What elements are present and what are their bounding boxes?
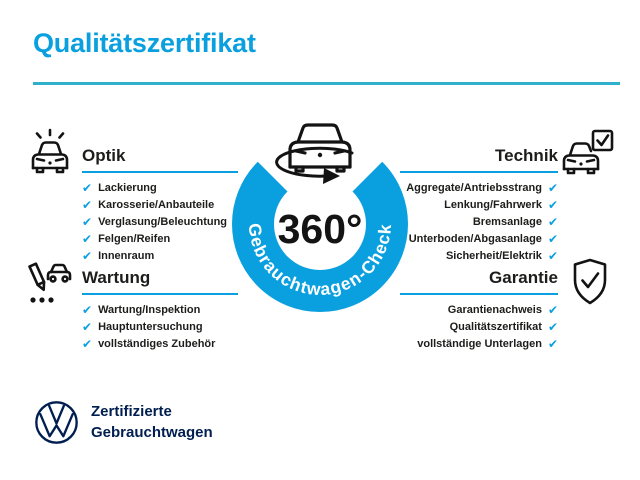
check-icon: ✔	[82, 232, 93, 246]
section-title-technik: Technik	[400, 146, 558, 173]
check-icon: ✔	[82, 181, 93, 195]
list-item: Bremsanlage ✔	[472, 215, 558, 229]
list-item: Lenkung/Fahrwerk ✔	[444, 198, 558, 212]
section-garantie	[400, 268, 558, 353]
brand-claim: Zertifizierte Gebrauchtwagen	[91, 403, 213, 441]
shield-check-icon	[568, 257, 612, 312]
check-icon: ✔	[547, 320, 558, 334]
wartung-items	[82, 302, 238, 353]
check-icon: ✔	[82, 320, 93, 334]
section-title-wartung: Wartung	[82, 268, 238, 295]
section-title-optik: Optik	[82, 146, 238, 173]
check-icon: ✔	[547, 337, 558, 351]
list-item: vollständige Unterlagen ✔	[417, 337, 558, 351]
list-item: Qualitätszertifikat ✔	[449, 320, 558, 334]
list-item: ✔ Innenraum	[82, 249, 155, 263]
page-title: Qualitätszertifikat	[33, 28, 256, 58]
sparkling-car-icon	[24, 127, 76, 184]
section-title-garantie: Garantie	[400, 268, 558, 295]
check-icon: ✔	[547, 249, 558, 263]
section-technik	[400, 146, 558, 265]
list-item: Sicherheit/Elektrik ✔	[445, 249, 558, 263]
brand-footer	[33, 399, 213, 446]
service-checklist-icon	[24, 255, 76, 312]
optik-items	[82, 180, 238, 265]
ring-label: Gebrauchtwagen-Check	[244, 222, 396, 300]
list-item: Garantienachweis ✔	[447, 303, 558, 317]
check-icon: ✔	[547, 232, 558, 246]
list-item: ✔ Wartung/Inspektion	[82, 303, 201, 317]
list-item: Aggregate/Antriebsstrang ✔	[406, 181, 558, 195]
check-icon: ✔	[82, 337, 93, 351]
vw-logo	[33, 399, 80, 446]
list-item: ✔ Hauptuntersuchung	[82, 320, 203, 334]
check-icon: ✔	[547, 181, 558, 195]
degree-label: 360°	[277, 206, 363, 252]
check-icon: ✔	[82, 215, 93, 229]
check-icon: ✔	[82, 303, 93, 317]
garantie-items	[400, 302, 558, 353]
list-item: ✔ Lackierung	[82, 181, 157, 195]
check-icon: ✔	[547, 303, 558, 317]
technik-items	[400, 180, 558, 265]
check-icon: ✔	[82, 198, 93, 212]
list-item: ✔ vollständiges Zubehör	[82, 337, 216, 351]
check-icon: ✔	[82, 249, 93, 263]
check-icon: ✔	[547, 198, 558, 212]
list-item: Unterboden/Abgasanlage ✔	[408, 232, 558, 246]
list-item: ✔ Felgen/Reifen	[82, 232, 171, 246]
list-item: ✔ Karosserie/Anbauteile	[82, 198, 215, 212]
section-optik	[82, 146, 238, 265]
car-checkbox-icon	[560, 127, 616, 184]
list-item: ✔ Verglasung/Beleuchtung	[82, 215, 228, 229]
section-wartung	[82, 268, 238, 353]
check-icon: ✔	[547, 215, 558, 229]
